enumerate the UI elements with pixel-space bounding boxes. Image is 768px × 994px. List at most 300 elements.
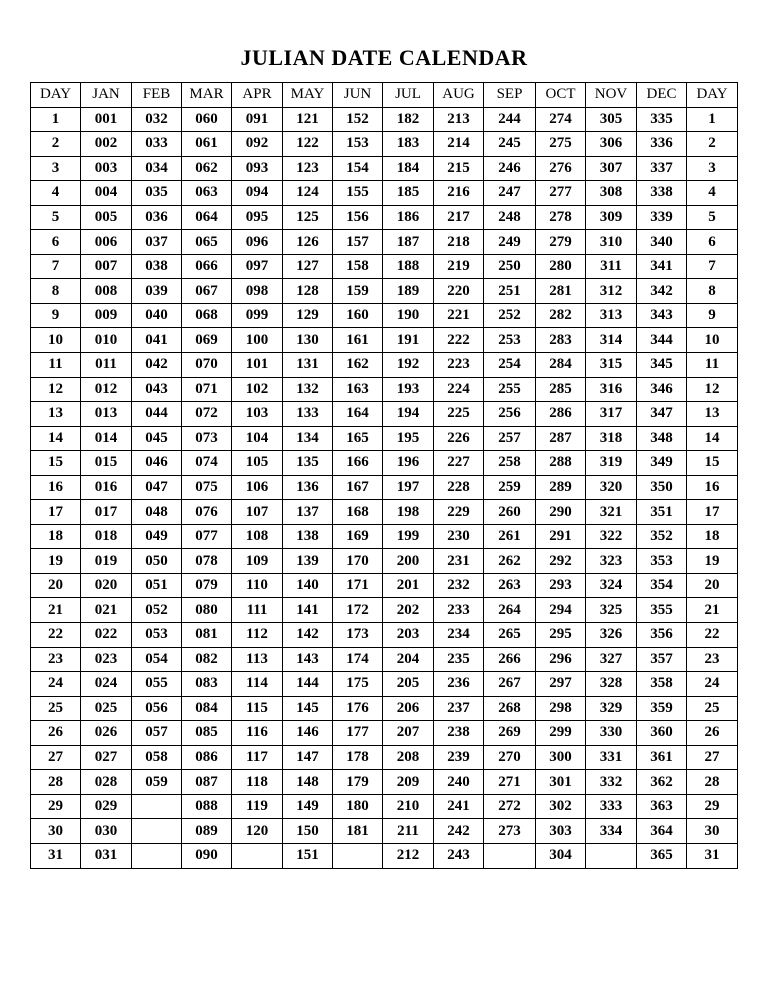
day-cell: 17 (687, 500, 738, 525)
table-row (31, 181, 738, 206)
julian-cell: 123 (283, 156, 333, 181)
day-cell: 16 (31, 475, 81, 500)
day-cell: 26 (31, 721, 81, 746)
julian-cell: 354 (637, 573, 687, 598)
julian-cell: 017 (81, 500, 132, 525)
julian-cell: 038 (132, 254, 182, 279)
day-cell: 24 (687, 672, 738, 697)
table-row (31, 573, 738, 598)
day-cell: 1 (687, 107, 738, 132)
julian-cell: 183 (383, 132, 434, 157)
table-row (31, 205, 738, 230)
day-cell: 18 (687, 524, 738, 549)
day-cell: 2 (687, 132, 738, 157)
day-cell: 11 (31, 353, 81, 378)
day-cell: 14 (687, 426, 738, 451)
julian-cell: 333 (586, 794, 637, 819)
julian-cell: 052 (132, 598, 182, 623)
julian-cell: 341 (637, 254, 687, 279)
julian-cell: 114 (232, 672, 283, 697)
julian-cell: 240 (434, 770, 484, 795)
column-header: AUG (434, 83, 484, 108)
julian-cell: 262 (484, 549, 536, 574)
column-header: JAN (81, 83, 132, 108)
julian-cell: 042 (132, 353, 182, 378)
column-header: APR (232, 83, 283, 108)
julian-cell: 085 (182, 721, 232, 746)
julian-cell: 141 (283, 598, 333, 623)
julian-cell: 301 (536, 770, 586, 795)
julian-cell: 101 (232, 353, 283, 378)
julian-cell: 180 (333, 794, 383, 819)
table-row (31, 328, 738, 353)
julian-cell: 084 (182, 696, 232, 721)
julian-cell: 108 (232, 524, 283, 549)
julian-cell: 196 (383, 451, 434, 476)
julian-cell: 072 (182, 402, 232, 427)
day-cell: 23 (31, 647, 81, 672)
julian-cell: 150 (283, 819, 333, 844)
julian-cell: 339 (637, 205, 687, 230)
julian-cell: 003 (81, 156, 132, 181)
day-cell: 15 (31, 451, 81, 476)
julian-cell: 181 (333, 819, 383, 844)
julian-cell: 184 (383, 156, 434, 181)
julian-cell: 014 (81, 426, 132, 451)
julian-cell: 067 (182, 279, 232, 304)
julian-cell: 049 (132, 524, 182, 549)
julian-cell: 087 (182, 770, 232, 795)
julian-cell: 192 (383, 353, 434, 378)
julian-cell: 291 (536, 524, 586, 549)
julian-cell: 190 (383, 303, 434, 328)
julian-cell: 018 (81, 524, 132, 549)
julian-cell: 272 (484, 794, 536, 819)
julian-cell: 002 (81, 132, 132, 157)
julian-cell (132, 843, 182, 868)
julian-cell: 131 (283, 353, 333, 378)
julian-cell: 324 (586, 573, 637, 598)
julian-cell: 102 (232, 377, 283, 402)
julian-cell: 219 (434, 254, 484, 279)
julian-cell: 109 (232, 549, 283, 574)
julian-cell: 271 (484, 770, 536, 795)
julian-cell: 059 (132, 770, 182, 795)
julian-cell: 322 (586, 524, 637, 549)
table-row (31, 451, 738, 476)
julian-cell: 298 (536, 696, 586, 721)
julian-cell: 025 (81, 696, 132, 721)
julian-cell: 137 (283, 500, 333, 525)
julian-cell: 313 (586, 303, 637, 328)
julian-cell: 158 (333, 254, 383, 279)
julian-cell: 304 (536, 843, 586, 868)
day-cell: 9 (687, 303, 738, 328)
julian-cell: 336 (637, 132, 687, 157)
day-cell: 12 (687, 377, 738, 402)
julian-cell: 331 (586, 745, 637, 770)
table-row (31, 156, 738, 181)
julian-cell: 342 (637, 279, 687, 304)
day-cell: 21 (31, 598, 81, 623)
table-row (31, 254, 738, 279)
julian-cell: 325 (586, 598, 637, 623)
julian-cell: 035 (132, 181, 182, 206)
julian-cell: 237 (434, 696, 484, 721)
day-cell: 27 (687, 745, 738, 770)
julian-cell: 211 (383, 819, 434, 844)
julian-cell: 186 (383, 205, 434, 230)
julian-cell: 289 (536, 475, 586, 500)
julian-cell: 096 (232, 230, 283, 255)
julian-cell: 008 (81, 279, 132, 304)
julian-cell: 027 (81, 745, 132, 770)
julian-cell: 279 (536, 230, 586, 255)
julian-cell: 330 (586, 721, 637, 746)
julian-cell: 357 (637, 647, 687, 672)
julian-cell: 265 (484, 623, 536, 648)
julian-cell: 024 (81, 672, 132, 697)
julian-cell: 103 (232, 402, 283, 427)
julian-cell: 104 (232, 426, 283, 451)
day-cell: 10 (687, 328, 738, 353)
table-row (31, 721, 738, 746)
julian-cell: 071 (182, 377, 232, 402)
day-cell: 14 (31, 426, 81, 451)
day-cell: 18 (31, 524, 81, 549)
julian-cell: 187 (383, 230, 434, 255)
julian-cell: 269 (484, 721, 536, 746)
julian-cell: 256 (484, 402, 536, 427)
julian-cell: 363 (637, 794, 687, 819)
julian-cell: 191 (383, 328, 434, 353)
julian-cell: 361 (637, 745, 687, 770)
julian-cell: 069 (182, 328, 232, 353)
column-header: DEC (637, 83, 687, 108)
julian-cell: 128 (283, 279, 333, 304)
table-row (31, 303, 738, 328)
julian-cell: 156 (333, 205, 383, 230)
julian-cell: 034 (132, 156, 182, 181)
julian-cell: 351 (637, 500, 687, 525)
julian-cell: 188 (383, 254, 434, 279)
julian-cell: 214 (434, 132, 484, 157)
julian-cell: 276 (536, 156, 586, 181)
julian-cell: 195 (383, 426, 434, 451)
julian-cell: 036 (132, 205, 182, 230)
julian-cell: 319 (586, 451, 637, 476)
julian-cell: 057 (132, 721, 182, 746)
julian-cell: 139 (283, 549, 333, 574)
julian-cell: 212 (383, 843, 434, 868)
julian-cell: 340 (637, 230, 687, 255)
table-row (31, 843, 738, 868)
julian-cell: 296 (536, 647, 586, 672)
julian-cell: 225 (434, 402, 484, 427)
julian-cell: 355 (637, 598, 687, 623)
julian-cell: 144 (283, 672, 333, 697)
julian-cell: 283 (536, 328, 586, 353)
julian-cell: 316 (586, 377, 637, 402)
julian-cell: 078 (182, 549, 232, 574)
julian-cell: 091 (232, 107, 283, 132)
day-cell: 3 (687, 156, 738, 181)
julian-cell: 221 (434, 303, 484, 328)
julian-cell: 130 (283, 328, 333, 353)
julian-cell: 175 (333, 672, 383, 697)
julian-cell: 224 (434, 377, 484, 402)
day-cell: 30 (687, 819, 738, 844)
column-header: MAR (182, 83, 232, 108)
julian-cell: 004 (81, 181, 132, 206)
julian-cell: 082 (182, 647, 232, 672)
julian-cell: 149 (283, 794, 333, 819)
julian-cell: 236 (434, 672, 484, 697)
julian-cell: 294 (536, 598, 586, 623)
day-cell: 20 (31, 573, 81, 598)
julian-cell: 335 (637, 107, 687, 132)
julian-cell: 011 (81, 353, 132, 378)
day-cell: 22 (31, 623, 81, 648)
julian-cell: 029 (81, 794, 132, 819)
julian-cell: 362 (637, 770, 687, 795)
julian-cell: 043 (132, 377, 182, 402)
julian-cell: 050 (132, 549, 182, 574)
julian-cell: 134 (283, 426, 333, 451)
julian-cell: 317 (586, 402, 637, 427)
julian-cell: 346 (637, 377, 687, 402)
julian-cell: 250 (484, 254, 536, 279)
julian-cell: 055 (132, 672, 182, 697)
julian-cell: 112 (232, 623, 283, 648)
julian-cell: 189 (383, 279, 434, 304)
julian-cell: 281 (536, 279, 586, 304)
julian-cell: 107 (232, 500, 283, 525)
column-header: FEB (132, 83, 182, 108)
julian-cell: 209 (383, 770, 434, 795)
julian-cell: 232 (434, 573, 484, 598)
julian-cell: 081 (182, 623, 232, 648)
table-row (31, 672, 738, 697)
julian-cell: 284 (536, 353, 586, 378)
julian-cell: 119 (232, 794, 283, 819)
julian-cell: 318 (586, 426, 637, 451)
julian-cell: 086 (182, 745, 232, 770)
julian-cell: 160 (333, 303, 383, 328)
julian-cell: 326 (586, 623, 637, 648)
julian-cell: 105 (232, 451, 283, 476)
julian-cell: 314 (586, 328, 637, 353)
julian-cell: 230 (434, 524, 484, 549)
julian-cell: 353 (637, 549, 687, 574)
day-cell: 5 (31, 205, 81, 230)
julian-cell: 253 (484, 328, 536, 353)
day-cell: 4 (687, 181, 738, 206)
julian-cell: 100 (232, 328, 283, 353)
column-header: NOV (586, 83, 637, 108)
julian-cell: 152 (333, 107, 383, 132)
julian-cell: 356 (637, 623, 687, 648)
julian-cell: 273 (484, 819, 536, 844)
julian-cell: 292 (536, 549, 586, 574)
julian-cell: 290 (536, 500, 586, 525)
julian-cell: 007 (81, 254, 132, 279)
julian-cell: 151 (283, 843, 333, 868)
julian-cell: 293 (536, 573, 586, 598)
julian-cell: 037 (132, 230, 182, 255)
table-row (31, 500, 738, 525)
julian-cell: 268 (484, 696, 536, 721)
julian-cell: 028 (81, 770, 132, 795)
day-cell: 25 (31, 696, 81, 721)
day-cell: 28 (31, 770, 81, 795)
julian-cell: 157 (333, 230, 383, 255)
table-row (31, 524, 738, 549)
day-cell: 2 (31, 132, 81, 157)
julian-cell: 244 (484, 107, 536, 132)
julian-cell: 261 (484, 524, 536, 549)
julian-cell: 295 (536, 623, 586, 648)
julian-cell: 047 (132, 475, 182, 500)
julian-cell: 332 (586, 770, 637, 795)
julian-cell: 302 (536, 794, 586, 819)
day-cell: 15 (687, 451, 738, 476)
julian-cell: 021 (81, 598, 132, 623)
column-header: SEP (484, 83, 536, 108)
day-cell: 17 (31, 500, 81, 525)
day-cell: 6 (687, 230, 738, 255)
header-row (31, 83, 738, 108)
julian-cell: 197 (383, 475, 434, 500)
julian-cell: 204 (383, 647, 434, 672)
julian-cell: 013 (81, 402, 132, 427)
julian-cell: 229 (434, 500, 484, 525)
julian-cell: 247 (484, 181, 536, 206)
julian-cell: 094 (232, 181, 283, 206)
julian-cell: 056 (132, 696, 182, 721)
julian-cell: 274 (536, 107, 586, 132)
julian-cell: 198 (383, 500, 434, 525)
julian-cell (132, 819, 182, 844)
column-header: MAY (283, 83, 333, 108)
julian-cell: 364 (637, 819, 687, 844)
julian-cell: 064 (182, 205, 232, 230)
julian-cell: 083 (182, 672, 232, 697)
julian-cell: 127 (283, 254, 333, 279)
day-cell: 4 (31, 181, 81, 206)
day-cell: 30 (31, 819, 81, 844)
julian-cell: 352 (637, 524, 687, 549)
julian-cell: 039 (132, 279, 182, 304)
table-row (31, 696, 738, 721)
julian-cell: 171 (333, 573, 383, 598)
julian-cell: 365 (637, 843, 687, 868)
julian-cell: 129 (283, 303, 333, 328)
julian-cell: 277 (536, 181, 586, 206)
julian-cell: 306 (586, 132, 637, 157)
julian-cell: 032 (132, 107, 182, 132)
julian-cell: 001 (81, 107, 132, 132)
julian-cell: 076 (182, 500, 232, 525)
julian-cell: 359 (637, 696, 687, 721)
julian-cell: 070 (182, 353, 232, 378)
table-row (31, 819, 738, 844)
julian-cell: 075 (182, 475, 232, 500)
julian-cell: 061 (182, 132, 232, 157)
julian-cell: 073 (182, 426, 232, 451)
julian-cell: 310 (586, 230, 637, 255)
julian-cell: 090 (182, 843, 232, 868)
julian-cell: 136 (283, 475, 333, 500)
day-cell: 28 (687, 770, 738, 795)
julian-cell: 308 (586, 181, 637, 206)
julian-cell: 179 (333, 770, 383, 795)
julian-cell: 165 (333, 426, 383, 451)
julian-cell: 327 (586, 647, 637, 672)
julian-cell: 267 (484, 672, 536, 697)
julian-cell: 138 (283, 524, 333, 549)
table-row (31, 623, 738, 648)
julian-cell: 259 (484, 475, 536, 500)
julian-cell: 089 (182, 819, 232, 844)
julian-cell: 079 (182, 573, 232, 598)
julian-cell: 172 (333, 598, 383, 623)
julian-cell: 012 (81, 377, 132, 402)
julian-cell: 098 (232, 279, 283, 304)
day-cell: 22 (687, 623, 738, 648)
julian-cell: 159 (333, 279, 383, 304)
julian-cell: 106 (232, 475, 283, 500)
julian-cell: 280 (536, 254, 586, 279)
julian-cell: 254 (484, 353, 536, 378)
julian-cell: 170 (333, 549, 383, 574)
julian-cell: 334 (586, 819, 637, 844)
julian-cell: 133 (283, 402, 333, 427)
day-cell: 11 (687, 353, 738, 378)
day-cell: 9 (31, 303, 81, 328)
page-title: JULIAN DATE CALENDAR (240, 45, 528, 70)
day-cell: 8 (31, 279, 81, 304)
day-cell: 1 (31, 107, 81, 132)
julian-cell (132, 794, 182, 819)
julian-cell: 068 (182, 303, 232, 328)
julian-cell: 140 (283, 573, 333, 598)
julian-cell: 176 (333, 696, 383, 721)
julian-cell: 249 (484, 230, 536, 255)
julian-cell: 285 (536, 377, 586, 402)
julian-cell: 282 (536, 303, 586, 328)
julian-cell: 238 (434, 721, 484, 746)
column-header: DAY (687, 83, 738, 108)
julian-cell (484, 843, 536, 868)
julian-cell: 046 (132, 451, 182, 476)
julian-cell: 323 (586, 549, 637, 574)
table-row (31, 794, 738, 819)
julian-cell: 300 (536, 745, 586, 770)
julian-cell: 162 (333, 353, 383, 378)
table-row (31, 745, 738, 770)
column-header: OCT (536, 83, 586, 108)
julian-cell: 347 (637, 402, 687, 427)
table-row (31, 770, 738, 795)
julian-cell: 009 (81, 303, 132, 328)
julian-cell: 010 (81, 328, 132, 353)
julian-cell: 116 (232, 721, 283, 746)
julian-cell: 113 (232, 647, 283, 672)
julian-cell: 278 (536, 205, 586, 230)
table-row (31, 230, 738, 255)
day-cell: 20 (687, 573, 738, 598)
